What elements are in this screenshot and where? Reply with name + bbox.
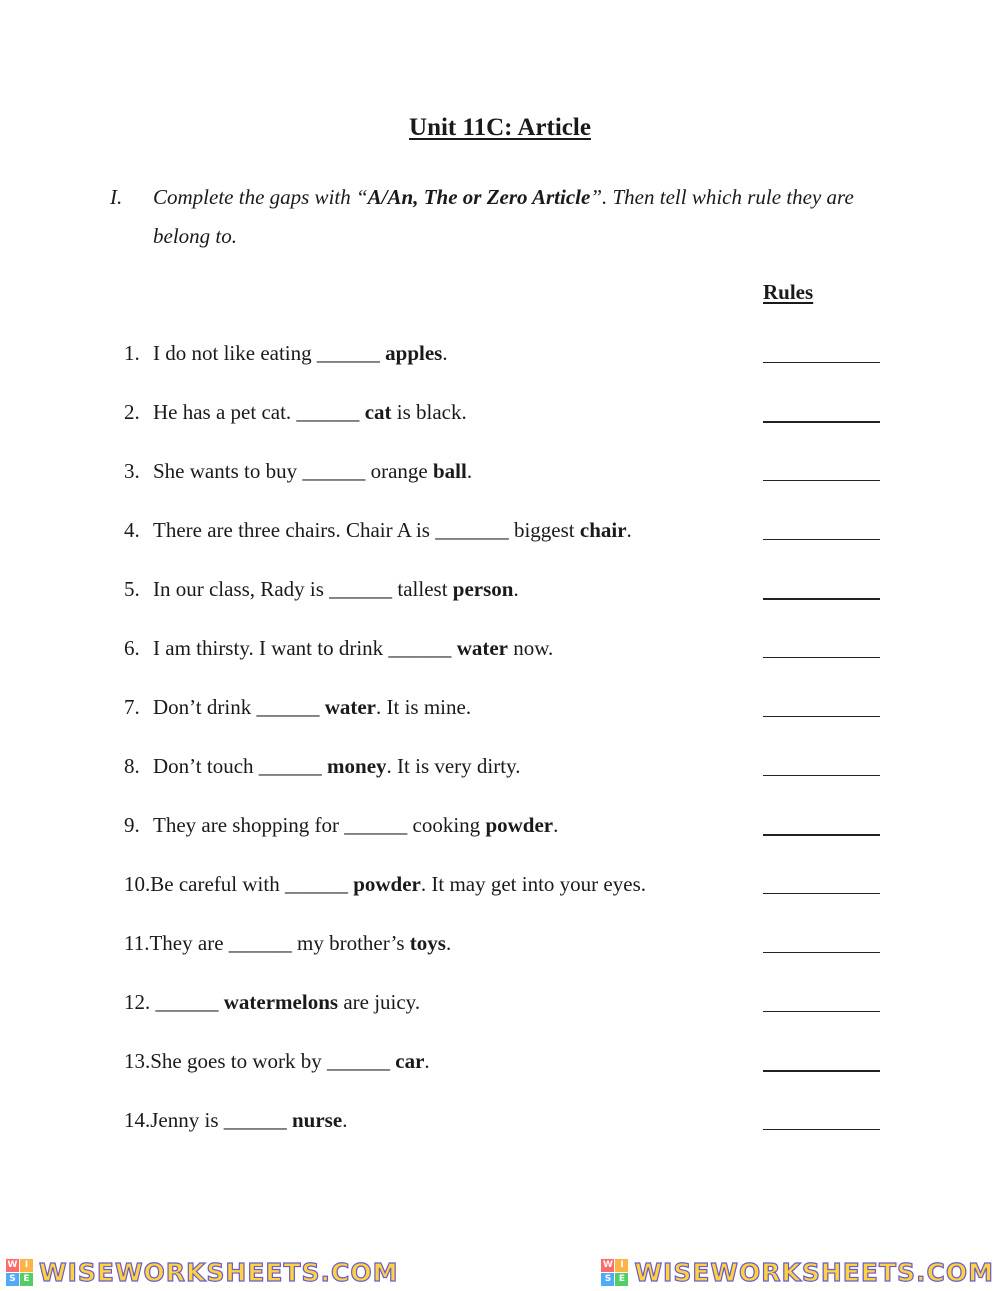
exercise-item: [124, 397, 884, 427]
item-text-end: .: [342, 1108, 348, 1132]
exercise-item: [124, 456, 884, 486]
item-text-end: .: [553, 813, 559, 837]
item-keyword: nurse: [292, 1108, 343, 1132]
item-keyword: water: [456, 636, 508, 660]
item-text: She wants to buy ______ orange: [153, 459, 433, 483]
instruction-text-start: Complete the gaps with “: [153, 185, 368, 209]
exercise-item: [124, 574, 884, 604]
rule-answer-line[interactable]: [763, 657, 880, 658]
item-number: 10.: [124, 872, 151, 896]
exercise-item: [124, 692, 884, 722]
item-number: 9.: [124, 813, 140, 837]
item-text-end: . It may get into your eyes.: [420, 872, 646, 896]
item-keyword: water: [324, 695, 377, 719]
item-text-end: .: [626, 518, 632, 542]
watermark-bar: [0, 1253, 1000, 1291]
instruction-number: I.: [110, 185, 123, 209]
item-keyword: ball: [432, 459, 467, 483]
item-number: 1.: [124, 341, 140, 365]
instruction-emphasis: A/An, The or Zero Article: [367, 185, 591, 209]
item-number: 4.: [124, 518, 140, 542]
rule-answer-line[interactable]: [763, 539, 880, 540]
exercise-item: [124, 869, 884, 899]
item-keyword: person: [452, 577, 514, 601]
item-number: 2.: [124, 400, 140, 424]
item-text: He has a pet cat. ______: [153, 400, 365, 424]
item-keyword: watermelons: [223, 990, 339, 1014]
instruction-text: [153, 178, 893, 256]
item-keyword: toys: [409, 931, 446, 955]
item-text: I do not like eating ______: [153, 341, 386, 365]
item-text: There are three chairs. Chair A is _______ biggest: [153, 518, 580, 542]
item-text: In our class, Rady is ______ tallest: [153, 577, 453, 601]
item-text: I am thirsty. I want to drink ______: [153, 636, 457, 660]
rule-answer-line[interactable]: [763, 362, 880, 363]
item-text: They are ______ my brother’s: [149, 931, 410, 955]
watermark-text: WISEWORKSHEETS.COM: [39, 1257, 399, 1287]
item-text: Jenny is ______: [150, 1108, 292, 1132]
rule-answer-line[interactable]: [763, 421, 880, 423]
instruction-text-end: ”. Then tell which rule they are belong to.: [153, 185, 854, 248]
item-text-end: are juicy.: [338, 990, 421, 1014]
item-keyword: car: [395, 1049, 425, 1073]
item-text-end: .: [424, 1049, 430, 1073]
item-text-end: now.: [508, 636, 554, 660]
exercise-item: [124, 633, 884, 663]
worksheet-title: Unit 11C: Article: [409, 114, 591, 141]
item-number: 5.: [124, 577, 140, 601]
item-text: Be careful with ______: [150, 872, 354, 896]
item-text-end: .: [466, 459, 473, 483]
item-number: 7.: [124, 695, 140, 719]
item-number: 8.: [124, 754, 140, 778]
item-text: Don’t drink ______: [153, 695, 325, 719]
rule-answer-line[interactable]: [763, 480, 880, 481]
item-number: 13.: [124, 1049, 151, 1073]
rule-answer-line[interactable]: [763, 775, 880, 776]
item-text-end: is black.: [391, 400, 467, 424]
item-text-end: . It is mine.: [376, 695, 472, 719]
rule-answer-line[interactable]: [763, 598, 880, 600]
item-text-end: .: [445, 931, 452, 955]
worksheets-logo-icon: W I S E: [601, 1259, 628, 1286]
worksheets-logo-icon: W I S E: [6, 1259, 33, 1286]
item-text: They are shopping for ______ cooking: [153, 813, 486, 837]
item-number: 11.: [124, 931, 150, 955]
exercise-item: [124, 515, 884, 545]
rule-answer-line[interactable]: [763, 1011, 880, 1012]
item-keyword: cat: [364, 400, 392, 424]
item-text: ______: [150, 990, 224, 1014]
rule-answer-line[interactable]: [763, 716, 880, 717]
item-number: 3.: [124, 459, 140, 483]
item-text-end: .: [513, 577, 519, 601]
item-text-end: .: [442, 341, 448, 365]
item-text: Don’t touch ______: [153, 754, 328, 778]
rule-answer-line[interactable]: [763, 952, 880, 953]
item-keyword: apples: [385, 341, 443, 365]
item-number: 6.: [124, 636, 140, 660]
rule-answer-line[interactable]: [763, 893, 880, 894]
item-keyword: powder: [353, 872, 421, 896]
item-number: 14.: [124, 1108, 151, 1132]
rule-answer-line[interactable]: [763, 1129, 880, 1130]
item-keyword: chair: [579, 518, 627, 542]
exercise-item: [124, 987, 884, 1017]
rule-answer-line[interactable]: [763, 834, 880, 836]
watermark-brand: [601, 1258, 994, 1287]
watermark-text: WISEWORKSHEETS.COM: [634, 1257, 994, 1287]
exercise-item: [124, 1046, 884, 1076]
exercise-item: [124, 1105, 884, 1135]
item-keyword: powder: [485, 813, 554, 837]
rule-answer-line[interactable]: [763, 1070, 880, 1072]
item-number: 12.: [124, 990, 151, 1014]
exercise-item: [124, 928, 884, 958]
exercise-item: [124, 338, 884, 368]
exercise-item: [124, 751, 884, 781]
item-keyword: money: [327, 754, 387, 778]
item-text: She goes to work by ______: [150, 1049, 396, 1073]
watermark-brand: [6, 1258, 399, 1287]
exercise-item: [124, 810, 884, 840]
rules-heading: Rules: [763, 280, 814, 304]
item-text-end: . It is very dirty.: [386, 754, 521, 778]
